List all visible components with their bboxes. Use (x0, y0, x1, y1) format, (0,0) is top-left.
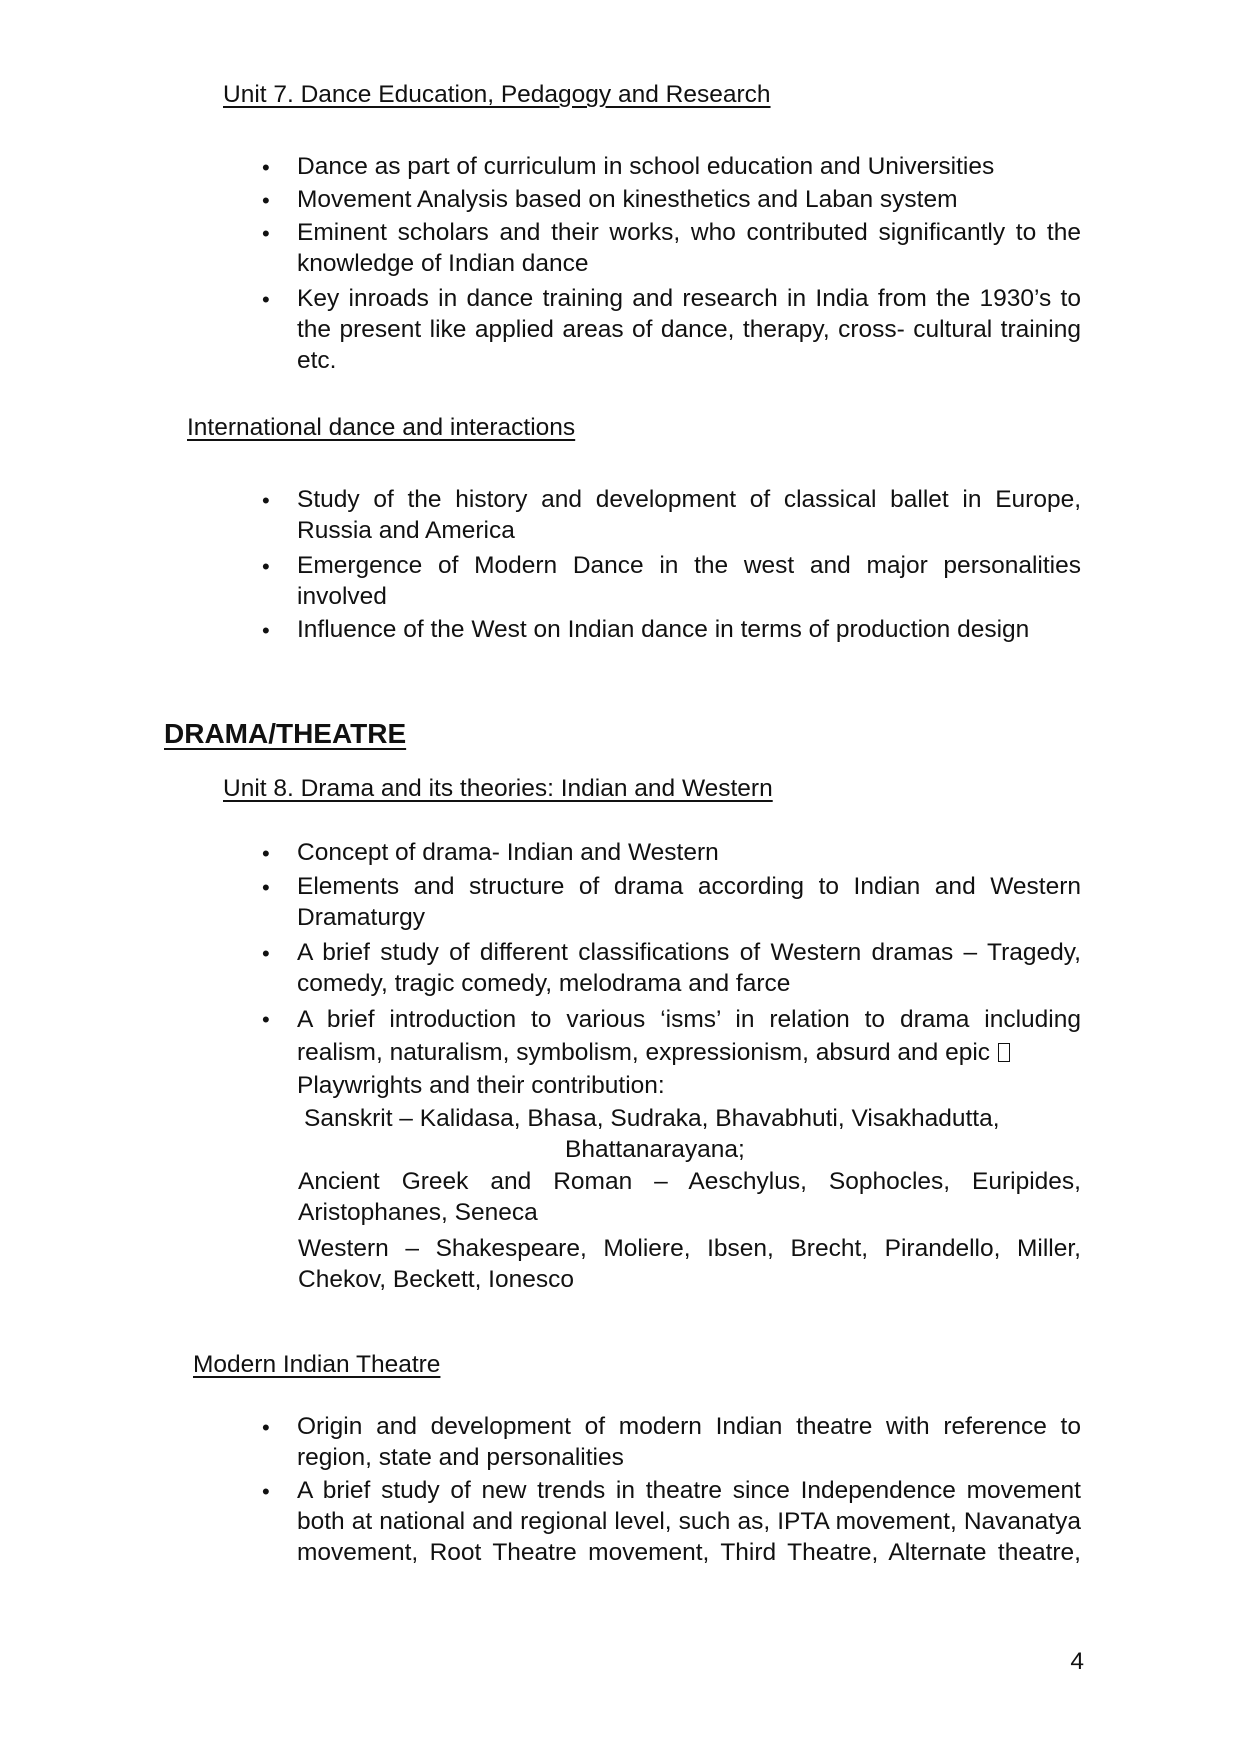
list-item: Dance as part of curriculum in school education and Universities (297, 153, 995, 180)
bullet: • (262, 618, 270, 643)
unit8-heading: Unit 8. Drama and its theories: Indian and Western (223, 775, 773, 802)
list-item: A brief study of different classifications of Western dramas – Tragedy, comedy, tragic comedy, melodrama and farce (297, 939, 1081, 997)
list-item: Movement Analysis based on kinesthetics and Laban system (297, 186, 958, 213)
bullet: • (262, 1007, 270, 1032)
bullet: • (262, 875, 270, 900)
list-item: Concept of drama- Indian and Western (297, 839, 719, 866)
playwrights-intro: Playwrights and their contribution: (297, 1072, 665, 1099)
bullet: • (262, 554, 270, 579)
list-item: A brief study of new trends in theatre since Independence movement both at national and regional level, such as, IPTA movement, Navanatya movement, Root Theatre movement, Third Theatre, Alternate theatre, (297, 1477, 1081, 1566)
sanskrit-playwrights-cont: Bhattanarayana; (565, 1136, 745, 1163)
missing-glyph-icon (998, 1043, 1010, 1062)
bullet: • (262, 941, 270, 966)
isms-text: A brief introduction to various ‘isms’ in relation to drama including realism, naturalism, symbolism, expressionism, absurd and epic (297, 1006, 1081, 1066)
greek-roman-playwrights: Ancient Greek and Roman – Aeschylus, Sophocles, Euripides, Aristophanes, Seneca (298, 1168, 1081, 1226)
list-item: Eminent scholars and their works, who contributed significantly to the knowledge of Indian dance (297, 219, 1081, 277)
bullet: • (262, 188, 270, 213)
modern-theatre-heading: Modern Indian Theatre (193, 1351, 441, 1378)
bullet: • (262, 1479, 270, 1504)
list-item: Emergence of Modern Dance in the west and major personalities involved (297, 552, 1081, 610)
list-item: Origin and development of modern Indian theatre with reference to region, state and personalities (297, 1413, 1081, 1471)
unit7-heading: Unit 7. Dance Education, Pedagogy and Research (223, 81, 771, 108)
list-item: Influence of the West on Indian dance in terms of production design (297, 616, 1030, 643)
list-item (297, 1003, 1081, 1069)
bullet: • (262, 1415, 270, 1440)
international-heading: International dance and interactions (187, 414, 576, 441)
sanskrit-playwrights: Sanskrit – Kalidasa, Bhasa, Sudraka, Bhavabhuti, Visakhadutta, (304, 1105, 1000, 1132)
section-title: DRAMA/THEATRE (164, 718, 407, 749)
bullet: • (262, 155, 270, 180)
page-number: 4 (1070, 1648, 1084, 1675)
bullet: • (262, 221, 270, 246)
list-item: Key inroads in dance training and research in India from the 1930’s to the present like applied areas of dance, therapy, cross- cultural training etc. (297, 285, 1081, 374)
list-item: Study of the history and development of classical ballet in Europe, Russia and America (297, 486, 1081, 544)
bullet: • (262, 841, 270, 866)
list-item: Elements and structure of drama according to Indian and Western Dramaturgy (297, 873, 1081, 931)
bullet: • (262, 287, 270, 312)
western-playwrights: Western – Shakespeare, Moliere, Ibsen, Brecht, Pirandello, Miller, Chekov, Beckett, Ionesco (298, 1235, 1081, 1293)
bullet: • (262, 488, 270, 513)
